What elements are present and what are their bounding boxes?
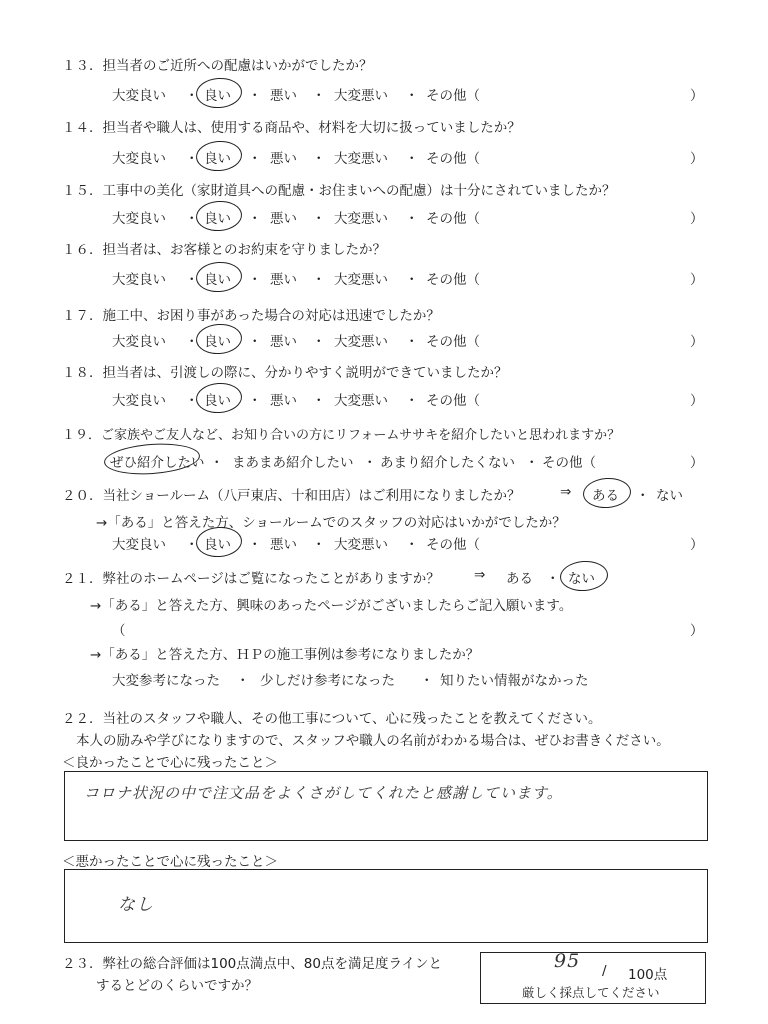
- score-max: 100点: [628, 967, 668, 983]
- question-22: ２２．当社のスタッフや職人、その他工事について、心に残ったことを教えてください。: [62, 711, 602, 727]
- option-other: その他（: [426, 272, 480, 288]
- option-bad: 悪い: [270, 211, 297, 227]
- option-bad: 悪い: [270, 272, 297, 288]
- option-other: その他（: [426, 393, 480, 409]
- question-19: １９．ご家族やご友人など、お知り合いの方にリフォームササキを紹介したいと思われますか？: [62, 428, 621, 443]
- separator: ・: [405, 151, 419, 167]
- bad-section-label: ＜悪かったことで心に残ったこと＞: [62, 854, 278, 870]
- separator: ・: [185, 272, 199, 288]
- question-16: １６．担当者は、お客様とのお約束を守りましたか？: [62, 242, 386, 258]
- separator: ・: [420, 673, 434, 689]
- paren-close: ）: [690, 623, 704, 639]
- option-very-bad: 大変悪い: [334, 88, 388, 104]
- separator: ・: [525, 455, 539, 471]
- option-other: その他（: [426, 334, 480, 350]
- separator: ・: [312, 88, 326, 104]
- separator: ・: [248, 88, 262, 104]
- option-other: その他（: [542, 455, 596, 471]
- separator: ・: [185, 88, 199, 104]
- separator: ・: [405, 393, 419, 409]
- separator: ・: [405, 211, 419, 227]
- separator: ・: [312, 334, 326, 350]
- option-very-helpful: 大変参考になった: [112, 673, 220, 689]
- option-very-bad: 大変悪い: [334, 272, 388, 288]
- question-20: ２０．当社ショールーム（八戸東店、十和田店）はご利用になりましたか？: [62, 488, 521, 504]
- question-20-sub: →「ある」と答えた方、ショールームでのスタッフの対応はいかがでしたか？: [96, 515, 566, 531]
- option-other: その他（: [426, 88, 480, 104]
- good-answer-handwriting: コロナ状況の中で注文品をよくさがしてくれたと感謝しています。: [84, 784, 563, 802]
- score-slash: /: [602, 963, 607, 979]
- bad-answer-box: [64, 869, 708, 943]
- paren-close: ）: [690, 537, 704, 553]
- option-definitely-recommend: ぜひ紹介したい: [110, 455, 205, 471]
- paren-close: ）: [690, 393, 704, 409]
- separator: ・: [236, 673, 250, 689]
- option-yes: ある: [506, 571, 533, 587]
- paren-close: ）: [690, 272, 704, 288]
- option-good: 良い: [204, 88, 231, 104]
- separator: ・: [248, 151, 262, 167]
- option-very-good: 大変良い: [112, 537, 166, 553]
- separator: ・: [248, 393, 262, 409]
- selected-circle: [195, 139, 243, 172]
- separator: ・: [210, 455, 224, 471]
- question-13: １３．担当者のご近所への配慮はいかがでしたか？: [62, 58, 373, 74]
- paren-close: ）: [690, 151, 704, 167]
- paren-close: ）: [690, 88, 704, 104]
- selected-circle: [195, 260, 243, 293]
- option-very-good: 大変良い: [112, 272, 166, 288]
- option-very-bad: 大変悪い: [334, 211, 388, 227]
- score-handwriting: 95: [554, 950, 581, 972]
- separator: ・: [185, 334, 199, 350]
- selected-circle: [582, 476, 632, 509]
- option-good: 良い: [204, 272, 231, 288]
- option-very-good: 大変良い: [112, 393, 166, 409]
- question-18: １８．担当者は、引渡しの際に、分かりやすく説明ができていましたか？: [62, 365, 508, 381]
- option-very-good: 大変良い: [112, 211, 166, 227]
- selected-circle: [195, 199, 243, 232]
- separator: ・: [185, 537, 199, 553]
- separator: ・: [363, 455, 377, 471]
- option-other: その他（: [426, 211, 480, 227]
- option-very-good: 大変良い: [112, 88, 166, 104]
- selected-circle: [195, 76, 243, 109]
- selected-circle: [103, 441, 201, 478]
- option-good: 良い: [204, 151, 231, 167]
- option-bad: 悪い: [270, 88, 297, 104]
- option-good: 良い: [204, 211, 231, 227]
- separator: ・: [312, 211, 326, 227]
- separator: ・: [546, 571, 560, 587]
- option-bad: 悪い: [270, 393, 297, 409]
- option-very-bad: 大変悪い: [334, 393, 388, 409]
- option-no: ない: [656, 488, 683, 504]
- separator: ・: [248, 334, 262, 350]
- option-bad: 悪い: [270, 334, 297, 350]
- option-somewhat-recommend: まあまあ紹介したい: [232, 455, 354, 471]
- separator: ・: [185, 211, 199, 227]
- separator: ・: [248, 537, 262, 553]
- question-15: １５．工事中の美化（家財道具への配慮・お住まいへの配慮）は十分にされていましたか？: [62, 183, 616, 199]
- option-yes: ある: [592, 488, 619, 504]
- question-21-sub2: →「ある」と答えた方、ＨＰの施工事例は参考になりましたか？: [90, 647, 480, 663]
- paren-close: ）: [690, 211, 704, 227]
- option-good: 良い: [204, 334, 231, 350]
- option-good: 良い: [204, 393, 231, 409]
- separator: ・: [636, 488, 650, 504]
- separator: ・: [248, 272, 262, 288]
- separator: ・: [405, 334, 419, 350]
- question-23-line1: ２３．弊社の総合評価は100点満点中、80点を満足度ラインと: [62, 956, 443, 972]
- selected-circle: [195, 381, 243, 414]
- separator: ・: [185, 393, 199, 409]
- option-a-little-helpful: 少しだけ参考になった: [260, 673, 395, 689]
- option-good: 良い: [204, 537, 231, 553]
- question-17: １７．施工中、お困り事があった場合の対応は迅速でしたか？: [62, 308, 440, 324]
- separator: ・: [248, 211, 262, 227]
- option-other: その他（: [426, 537, 480, 553]
- separator: ・: [312, 537, 326, 553]
- option-very-bad: 大変悪い: [334, 537, 388, 553]
- arrow: ⇒: [474, 567, 486, 583]
- question-21: ２１．弊社のホームページはご覧になったことがありますか？: [62, 571, 440, 587]
- separator: ・: [312, 151, 326, 167]
- separator: ・: [312, 393, 326, 409]
- paren-close: ）: [690, 455, 704, 471]
- option-very-good: 大変良い: [112, 151, 166, 167]
- separator: ・: [405, 88, 419, 104]
- option-very-bad: 大変悪い: [334, 151, 388, 167]
- question-14: １４．担当者や職人は、使用する商品や、材料を大切に扱っていましたか？: [62, 120, 521, 136]
- separator: ・: [405, 537, 419, 553]
- option-other: その他（: [426, 151, 480, 167]
- separator: ・: [405, 272, 419, 288]
- good-section-label: ＜良かったことで心に残ったこと＞: [62, 755, 278, 771]
- question-23-line2: するとどのくらいですか？: [96, 978, 258, 994]
- selected-circle: [195, 322, 243, 355]
- score-note: 厳しく採点してください: [522, 985, 660, 1000]
- bad-answer-handwriting: なし: [118, 895, 154, 915]
- paren-close: ）: [690, 334, 704, 350]
- option-bad: 悪い: [270, 151, 297, 167]
- option-bad: 悪い: [270, 537, 297, 553]
- option-not-helpful: 知りたい情報がなかった: [440, 673, 589, 689]
- question-21-sub1: →「ある」と答えた方、興味のあったページがございましたらご記入願います。: [90, 598, 573, 614]
- option-no: ない: [568, 571, 595, 587]
- separator: ・: [185, 151, 199, 167]
- paren-open: （: [112, 623, 126, 639]
- option-very-good: 大変良い: [112, 334, 166, 350]
- separator: ・: [312, 272, 326, 288]
- question-22-line2: 本人の励みや学びになりますので、スタッフや職人の名前がわかる場合は、ぜひお書きください。: [76, 733, 670, 749]
- arrow: ⇒: [560, 484, 572, 500]
- option-not-really: あまり紹介したくない: [380, 455, 515, 471]
- option-very-bad: 大変悪い: [334, 334, 388, 350]
- selected-circle: [559, 559, 609, 592]
